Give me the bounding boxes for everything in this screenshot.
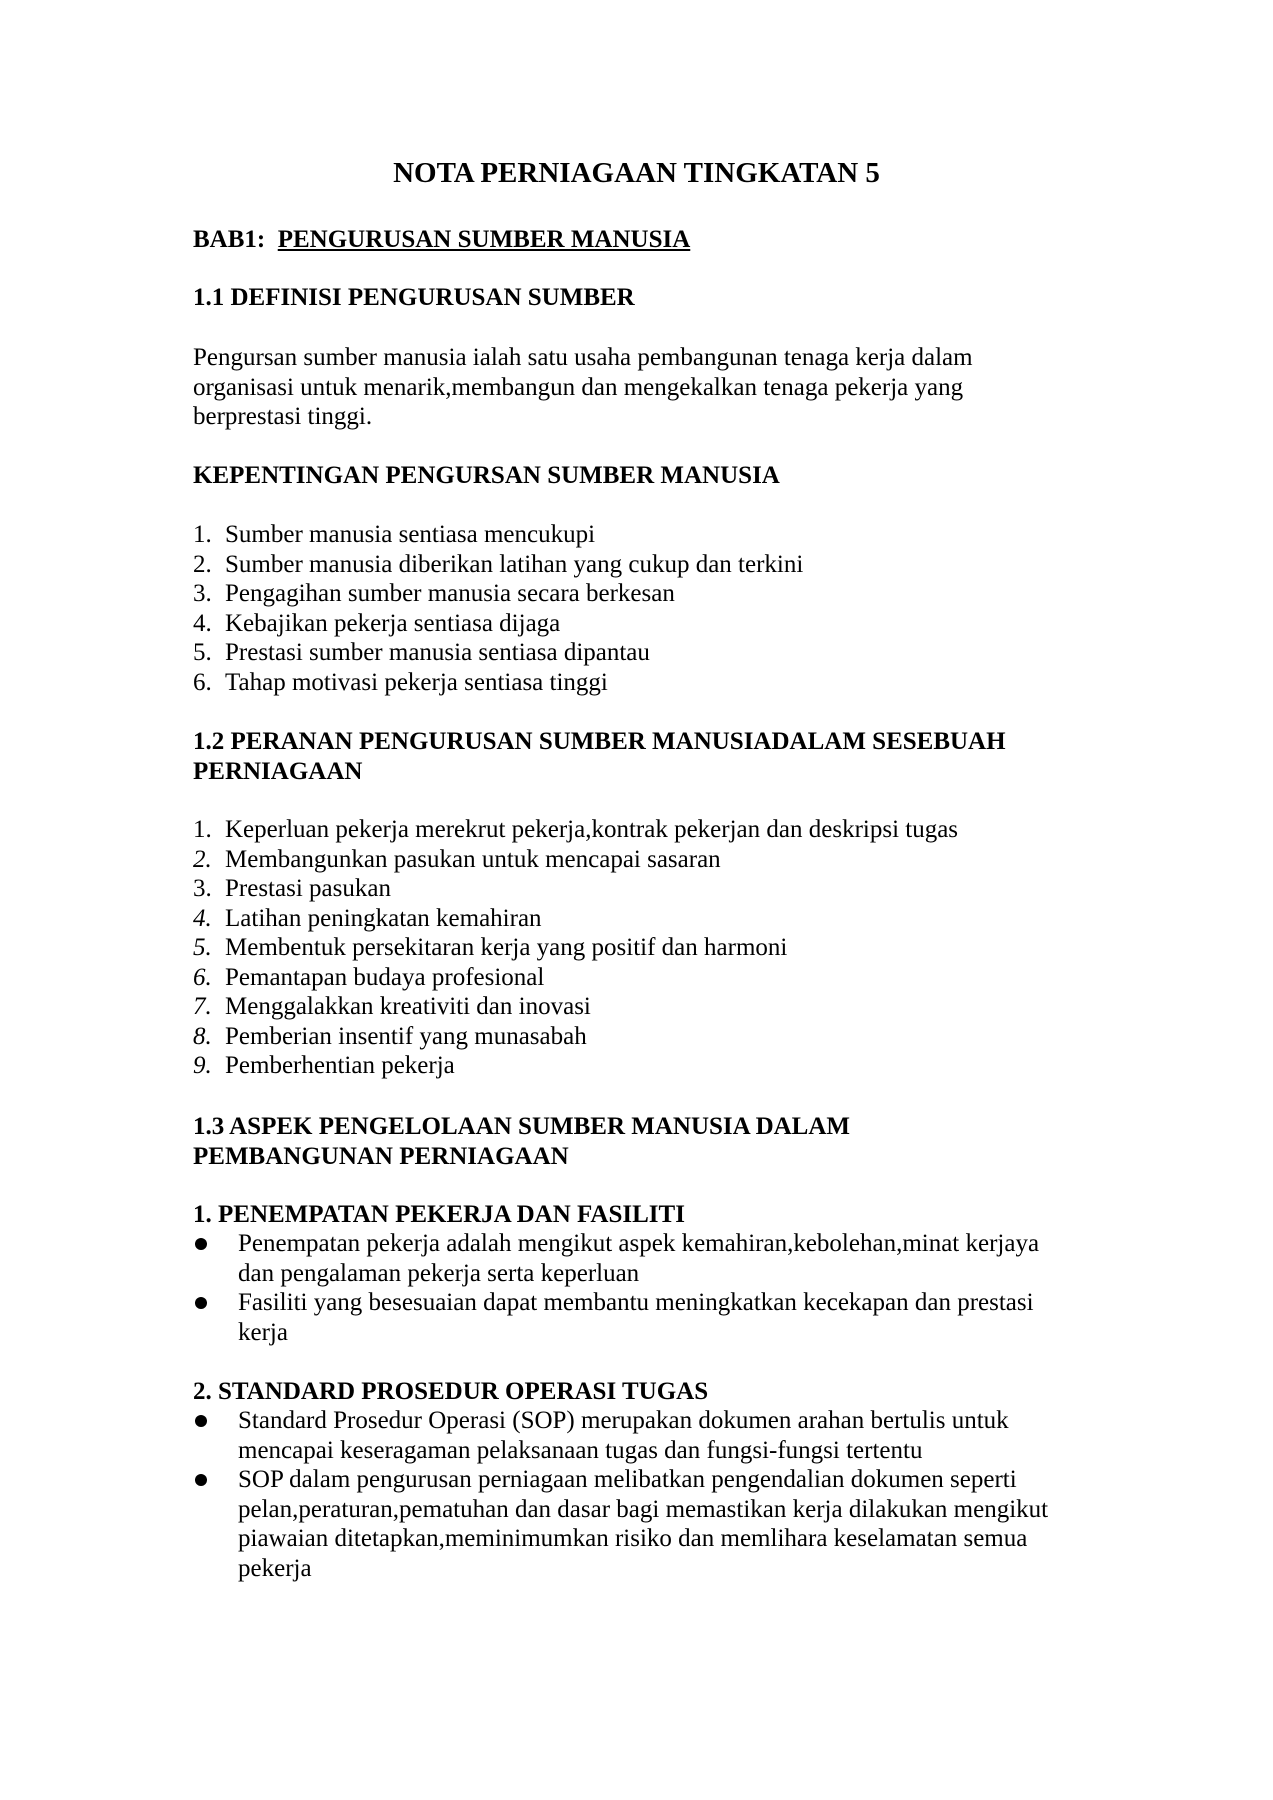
list-item: 3. Prestasi pasukan xyxy=(193,875,391,902)
roles-list xyxy=(193,815,1093,1081)
section-1-3-heading: 1.3 ASPEK PENGELOLAAN SUMBER MANUSIA DALAM PEMBANGUNAN PERNIAGAAN xyxy=(193,1113,851,1170)
list-item: 1. Keperluan pekerja merekrut pekerja,kontrak pekerjan dan deskripsi tugas xyxy=(193,816,959,843)
aspect-1-heading: 1. PENEMPATAN PEKERJA DAN FASILITI xyxy=(193,1201,685,1228)
bullet-dot-icon xyxy=(195,1238,207,1250)
list-item: 7. Menggalakkan kreativiti dan inovasi xyxy=(193,993,591,1020)
paragraph-line: Pengursan sumber manusia ialah satu usaha pembangunan tenaga kerja dalam xyxy=(193,344,973,371)
aspect-1-bullets xyxy=(193,1229,1093,1347)
list-item: 8. Pemberian insentif yang munasabah xyxy=(193,1022,587,1050)
list-item: 9. Pemberhentian pekerja xyxy=(193,1052,455,1079)
definition-paragraph xyxy=(193,343,1093,432)
bullet-dot-icon xyxy=(195,1474,207,1486)
list-item: 5. Membentuk persekitaran kerja yang positif dan harmoni xyxy=(193,934,788,961)
paragraph-line: berprestasi tinggi. xyxy=(193,403,373,430)
bullet-item: SOP dalam pengurusan perniagaan melibatkan pengendalian dokumen seperti pelan,peraturan,pematuhan dan dasar bagi memastikan kerja dilakukan mengikut piawaian ditetapkan,meminimumkan risiko dan memlihara keselamatan semua pekerja xyxy=(193,1465,1093,1583)
importance-heading: KEPENTINGAN PENGURSAN SUMBER MANUSIA xyxy=(193,462,780,489)
paragraph-line: organisasi untuk menarik,membangun dan mengekalkan tenaga pekerja yang xyxy=(193,373,964,401)
importance-list xyxy=(193,520,1093,697)
bullet-item: Fasiliti yang besesuaian dapat membantu meningkatkan kecekapan dan prestasi kerja xyxy=(193,1288,1093,1347)
aspect-2-heading: 2. STANDARD PROSEDUR OPERASI TUGAS xyxy=(193,1378,709,1405)
list-item: 6. Pemantapan budaya profesional xyxy=(193,963,545,991)
bullet-item: Penempatan pekerja adalah mengikut aspek kemahiran,kebolehan,minat kerjaya dan pengalaman pekerja serta keperluan xyxy=(193,1229,1093,1288)
list-item: 3. Pengagihan sumber manusia secara berkesan xyxy=(193,580,675,607)
aspect-2-bullets xyxy=(193,1406,1093,1583)
bullet-dot-icon xyxy=(195,1297,207,1309)
list-item: 4. Latihan peningkatan kemahiran xyxy=(193,904,542,932)
list-item: 1. Sumber manusia sentiasa mencukupi xyxy=(193,521,596,548)
document-title: NOTA PERNIAGAAN TINGKATAN 5 xyxy=(393,157,880,189)
list-item: 2. Sumber manusia diberikan latihan yang cukup dan terkini xyxy=(193,550,804,578)
section-1-2-heading: 1.2 PERANAN PENGURUSAN SUMBER MANUSIADALAM SESEBUAH PERNIAGAAN xyxy=(193,728,1006,785)
chapter-name: PENGURUSAN SUMBER MANUSIA xyxy=(277,226,691,253)
bullet-item: Standard Prosedur Operasi (SOP) merupakan dokumen arahan bertulis untuk mencapai keseragaman pelaksanaan tugas dan fungsi-fungsi tertentu xyxy=(193,1406,1093,1465)
chapter-label: BAB1: xyxy=(193,226,266,253)
list-item: 4. Kebajikan pekerja sentiasa dijaga xyxy=(193,609,561,637)
list-item: 6. Tahap motivasi pekerja sentiasa tinggi xyxy=(193,668,608,696)
list-item: 5. Prestasi sumber manusia sentiasa dipantau xyxy=(193,639,650,666)
chapter-heading xyxy=(193,225,1093,255)
section-1-1-heading: 1.1 DEFINISI PENGURUSAN SUMBER xyxy=(193,284,635,311)
bullet-dot-icon xyxy=(195,1415,207,1427)
list-item: 2. Membangunkan pasukan untuk mencapai sasaran xyxy=(193,845,721,873)
